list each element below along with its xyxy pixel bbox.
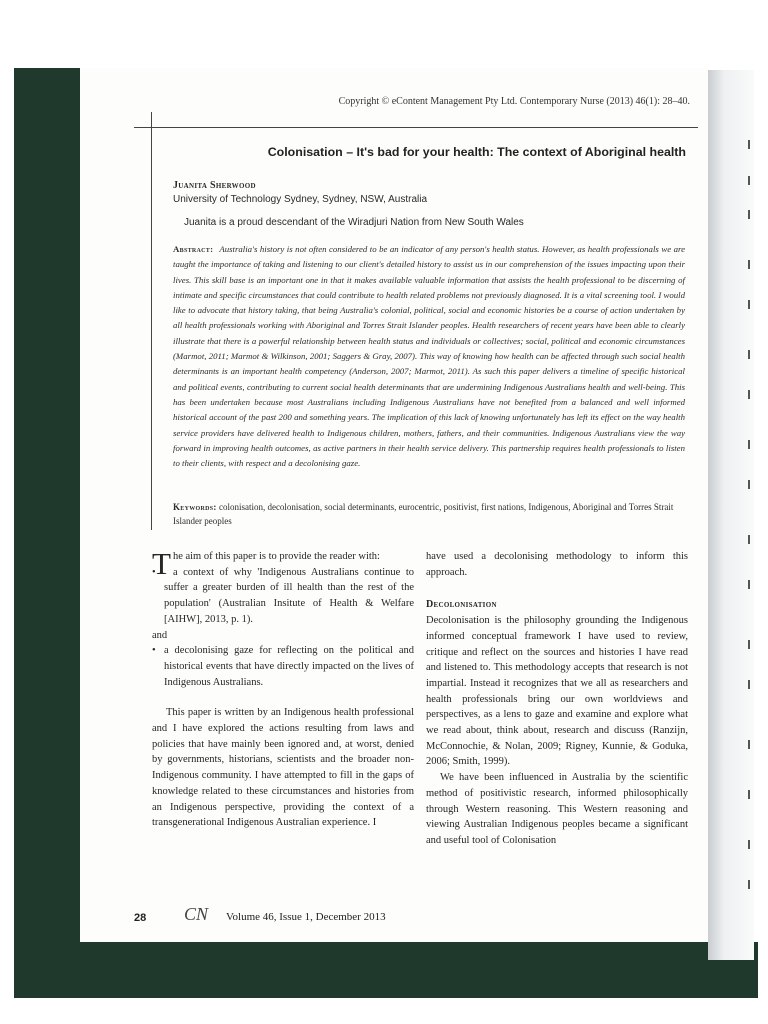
binding-strip: [14, 68, 80, 998]
body-paragraph: We have been influenced in Australia by the scientific method of positivistic research, informed philosophically through Western reasoning. This Western reasoning and viewing Australian Indigenous peoples became a significant and useful tool of Colonisation: [426, 772, 688, 846]
body-paragraph: have used a decolonising methodology to inform this approach.: [426, 551, 688, 578]
list-item: • a context of why 'Indigenous Australians continue to suffer a greater burden of ill health than the rest of the population' (Australian Insitute of Health & Welfare [AIHW], 2013, p. 1).: [152, 565, 414, 628]
abstract-text: Australia's history is not often considered to be an indicator of any person's health status. However, as health professionals we are taught the importance of taking and listening to our client's detailed history to assist us in our comprehension of the issues impacting upon their lives. This skill base is an important one in that it makes available valuable information that assists the health professional to be discerning of intimate and specific circumstances that could contribute to health related problems not previously diagnosed. It is a vital screening tool. I would like to advocate that history taking, that being Australia's colonial, political, social and economic histories be a course of action undertaken by all health professionals working with Aboriginal and Torres Strait Islander peoples. Health researchers of recent years have been able to clearly illustrate that there is a powerful relationship between health status and individuals or collectives; social, political and economic circumstances (Marmot, 2011; Marmot & Wilkinson, 2001; Saggers & Gray, 2007). This way of knowing how health can be affected through such social health determinants is an important health competency (Anderson, 2007; Marmot, 2011). As such this paper delivers a timeline of specific historical and political events, contributing to current social health determinants that are undermining Indigenous Australians health and well-being. This has been undertaken because most Australians including Indigenous Australians have not benefited from a balanced and well informed historical account of the past 200 and something years. The implication of this lack of knowing unfortunately has left its effect on the way health service providers have delivered health to Indigenous children, mothers, fathers, and their communities. Indigenous Australians view the way forward in improving health outcomes, as active partners in their health service delivery. This partnership requires health professionals to listen to their clients, with respect and a decolonising gaze.: [173, 244, 685, 469]
body-column-right: [426, 549, 688, 849]
abstract: [173, 242, 685, 471]
margin-rule: [151, 112, 152, 530]
abstract-label: Abstract:: [173, 244, 214, 254]
facing-page-text-marks: [748, 140, 756, 900]
article-title: Colonisation – It's bad for your health: The context of Aboriginal health: [267, 145, 686, 159]
copyright-line: Copyright © eContent Management Pty Ltd. Contemporary Nurse (2013) 46(1): 28–40.: [338, 96, 690, 107]
author-affiliation: University of Technology Sydney, Sydney, NSW, Australia: [173, 194, 428, 205]
keywords-label: Keywords:: [173, 502, 217, 512]
body-column-left: [152, 546, 414, 831]
section-heading: Decolonisation: [426, 599, 497, 611]
aims-list-2: [152, 643, 414, 690]
body-paragraph: Decolonisation is the philosophy grounding the Indigenous informed conceptual framework I have used to review, critique and reflect on the sources and histories I have read and listened to. This methodology accepts that research is not impartial. Instead it recognizes that we all as researchers and health professionals bring our own worldviews and perspectives, as a lens to gaze and examine and explore what we read about, think about, research and discuss (Ranzijn, McConnochie, & Nolan, 2009; Rigney, Kunnie, & Goduka, 2006; Smith, 1999).: [426, 615, 688, 768]
conjunction: and: [152, 629, 168, 641]
author-name: Juanita Sherwood: [173, 180, 256, 191]
author-note: Juanita is a proud descendant of the Wiradjuri Nation from New South Wales: [184, 217, 524, 228]
volume-info: Volume 46, Issue 1, December 2013: [226, 911, 386, 923]
journal-logo-icon: CN: [184, 904, 209, 924]
page-number: 28: [134, 912, 147, 924]
body-paragraph: This paper is written by an Indigenous health professional and I have explored the actions resulting from laws and policies that have mainly been ignored and, at worst, denied by governments, historians, scientists and the broader non-Indigenous community. I have attempted to fill in the gaps of knowledge related to these circumstances and histories from an Indigenous perspective, providing the context of a transgenerational Indigenous Australian experience. I: [152, 707, 414, 829]
drop-cap: T: [152, 546, 171, 581]
header-rule: [134, 127, 698, 128]
list-item: • a decolonising gaze for reflecting on the political and historical events that have directly impacted on the lives of Indigenous Australians.: [152, 643, 414, 690]
keywords: [173, 500, 685, 528]
scan-bottom-band: [14, 942, 758, 998]
keywords-text: colonisation, decolonisation, social determinants, eurocentric, positivist, first nations, Indigenous, Aboriginal and Torres Strait Islander peoples: [173, 502, 674, 526]
aims-list: [152, 565, 414, 628]
intro-paragraph: The aim of this paper is to provide the reader with:: [152, 546, 380, 581]
